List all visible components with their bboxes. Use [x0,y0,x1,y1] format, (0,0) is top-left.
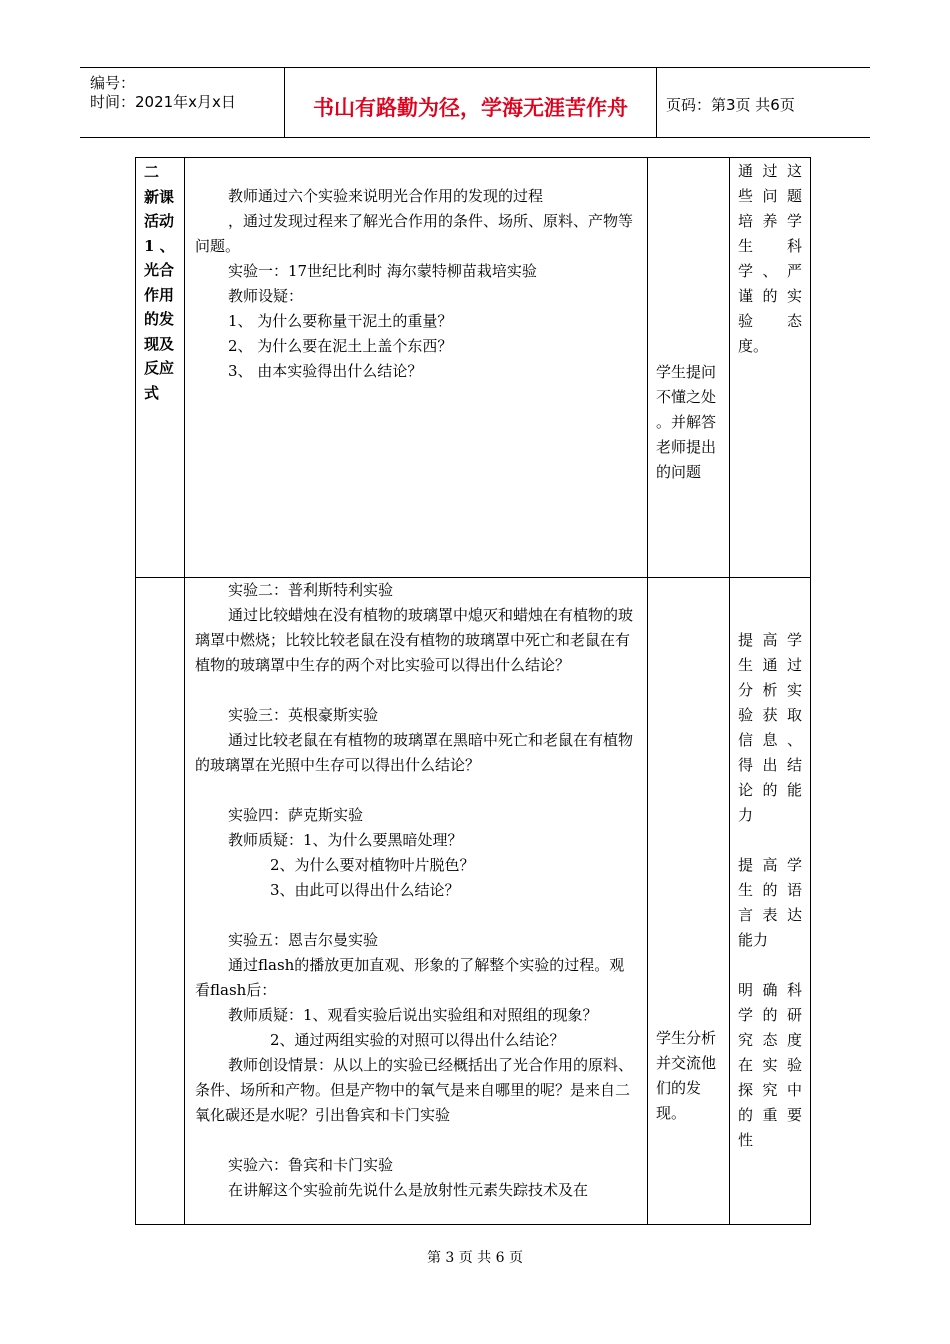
design-intent-line: 能力 [738,931,769,949]
section-title-line: 1 、 [144,236,175,255]
section-title-line: 的发 [144,310,175,328]
student-activity-line: 不懂之处 [656,388,717,406]
section-title-cell [136,578,185,1225]
question-item: 教师质疑：1、为什么要黑暗处理？ [228,831,463,849]
design-intent-line: 些问题 [738,187,802,205]
design-intent-line: 通过这 [738,162,802,180]
design-intent-line: 在实验 [738,1056,802,1074]
design-intent-line: 言表达 [738,906,802,924]
student-activity-line: 学生提问 [656,363,717,381]
design-intent-line: 培养学 [738,212,802,230]
design-intent-line: 明确科 [738,981,802,999]
design-intent-text [738,978,802,1153]
student-activity-text [656,1026,726,1126]
page-number-label: 页码：第3页 共6页 [666,96,795,114]
page-header [80,67,870,138]
design-intent-line: 力 [738,806,754,824]
experiment-title: 实验二：普利斯特利实验 [228,581,394,599]
experiment-description: 在讲解这个实验前先说什么是放射性元素失踪技术及在 [228,1181,589,1199]
design-intent-line: 究态度 [738,1031,802,1049]
section-title-line: 新课 [144,187,175,206]
student-activity-line: 现。 [656,1104,687,1122]
design-intent-line: 验获取 [738,706,802,724]
experiment-title: 实验一：17世纪比利时 海尔蒙特柳苗栽培实验 [228,262,537,280]
question-item: 2、通过两组实验的对照可以得出什么结论？ [270,1031,565,1049]
student-activity-text [656,360,726,485]
experiment-title: 实验六：鲁宾和卡门实验 [228,1156,394,1174]
experiment-title: 实验五：恩吉尔曼实验 [228,931,379,949]
student-activity-line: 的问题 [656,463,702,481]
question-item: 3、由此可以得出什么结论？ [270,881,460,899]
design-intent-cell [730,158,811,578]
design-intent-line: 生通过 [738,656,802,674]
design-intent-line: 提高学 [738,631,802,649]
document-time-label: 时间：2021年x月x日 [90,93,236,111]
content-line: 教师设疑： [228,287,304,305]
student-activity-cell [648,158,730,578]
teacher-activity-cell [185,578,648,1225]
design-intent-text [738,159,802,359]
teacher-scenario: 教师创设情景：从以上的实验已经概括出了光合作用的原料、条件、场所和产物。但是产物中的氧气是来自哪里的呢？是来自二氧化碳还是水呢？引出鲁宾和卡门实验 [195,1056,634,1124]
question-item: 3、 由本实验得出什么结论？ [228,362,423,380]
question-item: 教师质疑：1、观看实验后说出实验组和对照组的现象？ [228,1006,598,1024]
student-activity-line: 们的发 [656,1079,702,1097]
content-line: ，通过发现过程来了解光合作用的条件、场所、原料、产物等问题。 [195,212,634,255]
student-activity-line: 并交流他 [656,1054,717,1072]
design-intent-line: 分析实 [738,681,802,699]
experiment-description: 通过比较蜡烛在没有植物的玻璃罩中熄灭和蜡烛在有植物的玻璃罩中燃烧；比较比较老鼠在没有植物的玻璃罩中死亡和老鼠在有植物的玻璃罩中生存的两个对比实验可以得出什么结论？ [195,606,634,674]
design-intent-cell [730,578,811,1225]
section-title-line: 二 [144,163,160,181]
table-row [136,158,811,578]
experiment-title: 实验四：萨克斯实验 [228,806,364,824]
teacher-activity-cell [185,158,648,578]
section-title-line: 式 [144,383,160,402]
student-activity-line: 。并解答 [656,413,717,431]
section-title-cell [136,158,185,578]
question-item: 2、 为什么要在泥土上盖个东西？ [228,337,453,355]
page-footer: 第 3 页 共 6 页 [426,1250,524,1266]
motto-text: 书山有路勤为径，学海无涯苦作舟 [313,96,628,120]
design-intent-line: 学的研 [738,1006,802,1024]
design-intent-line: 学、严 [738,262,802,280]
design-intent-text [738,853,802,953]
student-activity-line: 老师提出 [656,438,717,456]
header-meta [80,68,285,137]
experiment-description: 通过flash的播放更加直观、形象的了解整个实验的过程。观看flash后： [195,956,625,999]
header-page-cell [657,68,870,137]
student-activity-cell [648,578,730,1225]
question-item: 1、 为什么要称量干泥土的重量？ [228,312,453,330]
design-intent-line: 的重要 [738,1106,802,1124]
design-intent-line: 谨的实 [738,287,802,305]
section-title-line: 作用 [144,285,175,304]
content-line: 教师通过六个实验来说明光合作用的发现的过程 [228,187,544,205]
design-intent-text [738,628,802,828]
experiment-description: 通过比较老鼠在有植物的玻璃罩在黑暗中死亡和老鼠在有植物的玻璃罩在光照中生存可以得出什么结论？ [195,731,634,774]
lesson-plan-table [135,157,811,1225]
section-title-line: 光合 [144,261,175,279]
design-intent-line: 验 态 [738,312,802,330]
section-title-line: 现及 [144,334,175,353]
table-row [136,578,811,1225]
document-number-label: 编号： [90,74,136,92]
header-motto-cell [285,68,657,137]
design-intent-line: 性 [738,1131,754,1149]
question-item: 2、为什么要对植物叶片脱色？ [270,856,475,874]
experiment-title: 实验三：英根豪斯实验 [228,706,379,724]
section-title-line: 反应 [144,359,175,377]
student-activity-line: 学生分析 [656,1029,717,1047]
design-intent-line: 信息、 [738,731,802,749]
design-intent-line: 生 科 [738,237,802,255]
section-title-line: 活动 [144,212,175,230]
design-intent-line: 生的语 [738,881,802,899]
design-intent-line: 论的能 [738,781,802,799]
design-intent-line: 得出结 [738,756,802,774]
design-intent-line: 探究中 [738,1081,802,1099]
design-intent-line: 度。 [738,337,769,355]
design-intent-line: 提高学 [738,856,802,874]
